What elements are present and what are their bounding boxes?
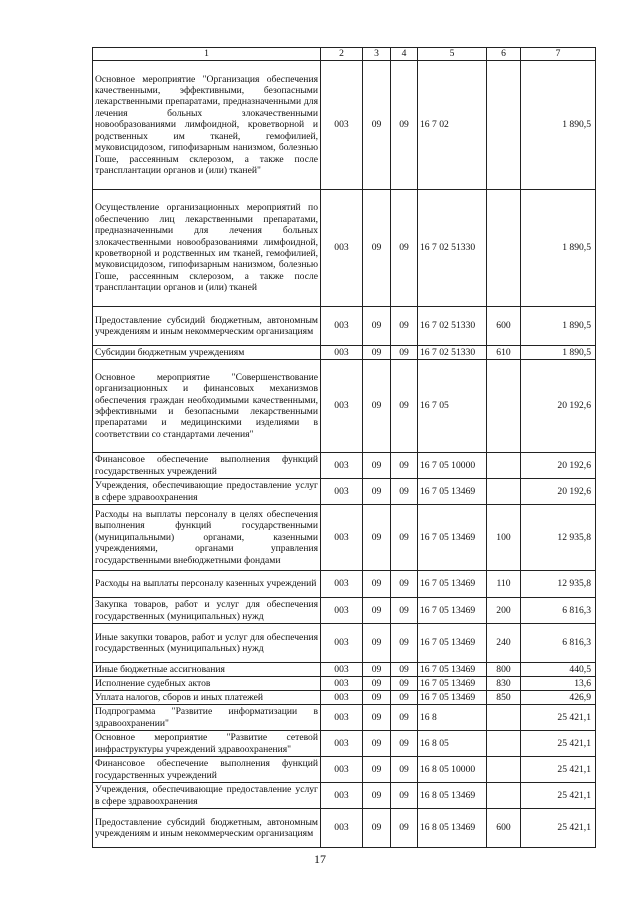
ministry-code: 003 [321,809,363,848]
expense-type: 850 [487,691,521,705]
ministry-code: 003 [321,757,363,783]
amount: 6 816,3 [521,598,596,624]
section-code: 09 [363,663,391,677]
ministry-code: 003 [321,624,363,663]
ministry-code: 003 [321,705,363,731]
header-cell: 2 [321,48,363,61]
header-cell: 4 [391,48,418,61]
ministry-code: 003 [321,346,363,360]
target-code: 16 7 05 13469 [418,663,487,677]
table-row [93,783,596,809]
ministry-code: 003 [321,691,363,705]
target-code: 16 7 05 10000 [418,453,487,479]
amount: 25 421,1 [521,705,596,731]
target-code: 16 7 02 [418,61,487,190]
header-cell: 5 [418,48,487,61]
expense-type: 600 [487,307,521,346]
amount: 1 890,5 [521,307,596,346]
subsection-code: 09 [391,505,418,571]
item-name: Учреждения, обеспечивающие предоставление услуг в сфере здравоохранения [93,479,321,505]
section-code: 09 [363,691,391,705]
expense-type [487,757,521,783]
table-row [93,663,596,677]
section-code: 09 [363,307,391,346]
amount: 426,9 [521,691,596,705]
subsection-code: 09 [391,731,418,757]
table-row [93,346,596,360]
table-row [93,809,596,848]
expense-type [487,190,521,307]
target-code: 16 7 05 13469 [418,677,487,691]
item-name: Предоставление субсидий бюджетным, автономным учреждениям и иным некоммерческим организациям [93,307,321,346]
amount: 25 421,1 [521,757,596,783]
subsection-code: 09 [391,624,418,663]
expense-type [487,453,521,479]
item-name: Иные закупки товаров, работ и услуг для обеспечения государственных (муниципальных) нужд [93,624,321,663]
page-number: 17 [314,852,326,866]
ministry-code: 003 [321,598,363,624]
section-code: 09 [363,705,391,731]
subsection-code: 09 [391,61,418,190]
section-code: 09 [363,479,391,505]
ministry-code: 003 [321,360,363,453]
section-code: 09 [363,505,391,571]
subsection-code: 09 [391,663,418,677]
section-code: 09 [363,360,391,453]
subsection-code: 09 [391,479,418,505]
table-row [93,757,596,783]
section-code: 09 [363,571,391,598]
expense-type: 600 [487,809,521,848]
subsection-code: 09 [391,571,418,598]
item-name: Учреждения, обеспечивающие предоставление услуг в сфере здравоохранения [93,783,321,809]
table-row [93,307,596,346]
section-code: 09 [363,783,391,809]
header-cell: 3 [363,48,391,61]
target-code: 16 7 02 51330 [418,307,487,346]
target-code: 16 7 05 13469 [418,571,487,598]
section-code: 09 [363,453,391,479]
subsection-code: 09 [391,677,418,691]
amount: 12 935,8 [521,505,596,571]
item-name: Исполнение судебных актов [93,677,321,691]
table-row [93,731,596,757]
item-name: Подпрограмма "Развитие информатизации в здравоохранении" [93,705,321,731]
item-name: Предоставление субсидий бюджетным, автономным учреждениям и иным некоммерческим организациям [93,809,321,848]
ministry-code: 003 [321,505,363,571]
target-code: 16 7 05 [418,360,487,453]
table-row [93,453,596,479]
expense-type [487,731,521,757]
expense-type [487,705,521,731]
expense-type: 610 [487,346,521,360]
amount: 20 192,6 [521,360,596,453]
item-name: Финансовое обеспечение выполнения функций государственных учреждений [93,757,321,783]
item-name: Расходы на выплаты персоналу казенных учреждений [93,571,321,598]
item-name: Осуществление организационных мероприятий по обеспечению лиц лекарственными препаратами, предназначенными для лечения больных злокачественными новообразованиями лимфоидной, кроветворной и родственных им тканей, гемофилией, муковисцидозом, гипофизарным нанизмом, болезнью Гоше, рассеянным склерозом, а также после трансплантации органов и (или) тканей [93,190,321,307]
target-code: 16 7 05 13469 [418,479,487,505]
target-code: 16 7 05 13469 [418,691,487,705]
target-code: 16 8 05 [418,731,487,757]
table-row [93,691,596,705]
target-code: 16 8 05 10000 [418,757,487,783]
amount: 25 421,1 [521,809,596,848]
budget-table [92,47,596,848]
section-code: 09 [363,677,391,691]
table-row [93,624,596,663]
amount: 1 890,5 [521,346,596,360]
section-code: 09 [363,809,391,848]
target-code: 16 8 [418,705,487,731]
item-name: Закупка товаров, работ и услуг для обеспечения государственных (муниципальных) нужд [93,598,321,624]
subsection-code: 09 [391,190,418,307]
target-code: 16 7 05 13469 [418,505,487,571]
section-code: 09 [363,598,391,624]
amount: 20 192,6 [521,453,596,479]
amount: 440,5 [521,663,596,677]
amount: 25 421,1 [521,731,596,757]
subsection-code: 09 [391,360,418,453]
ministry-code: 003 [321,731,363,757]
table-row [93,505,596,571]
subsection-code: 09 [391,757,418,783]
target-code: 16 7 02 51330 [418,190,487,307]
item-name: Финансовое обеспечение выполнения функций государственных учреждений [93,453,321,479]
item-name: Основное мероприятие "Организация обеспечения качественными, эффективными, безопасными лекарственными препаратами, предназначенными для лечения больных злокачественными новообразованиями лимфоидной, кроветворной и родственных им тканей, гемофилией, муковисцидозом, гипофизарным нанизмом, болезнью Гоше, рассеянным склерозом, а также после трансплантации органов и (или) тканей" [93,61,321,190]
expense-type: 800 [487,663,521,677]
target-code: 16 8 05 13469 [418,809,487,848]
ministry-code: 003 [321,307,363,346]
ministry-code: 003 [321,571,363,598]
target-code: 16 8 05 13469 [418,783,487,809]
expense-type: 110 [487,571,521,598]
table-row [93,571,596,598]
expense-type [487,783,521,809]
amount: 13,6 [521,677,596,691]
item-name: Субсидии бюджетным учреждениям [93,346,321,360]
amount: 1 890,5 [521,190,596,307]
subsection-code: 09 [391,598,418,624]
ministry-code: 003 [321,453,363,479]
target-code: 16 7 05 13469 [418,624,487,663]
expense-type [487,479,521,505]
amount: 1 890,5 [521,61,596,190]
subsection-code: 09 [391,307,418,346]
section-code: 09 [363,624,391,663]
header-cell: 6 [487,48,521,61]
target-code: 16 7 02 51330 [418,346,487,360]
section-code: 09 [363,346,391,360]
section-code: 09 [363,757,391,783]
item-name: Уплата налогов, сборов и иных платежей [93,691,321,705]
table-row [93,61,596,190]
expense-type: 240 [487,624,521,663]
subsection-code: 09 [391,705,418,731]
item-name: Основное мероприятие "Совершенствование организационных и финансовых механизмов обеспечения граждан необходимыми качественными, эффективными и безопасными лекарственными препаратами и медицинскими изделиями в соответствии со стандартами лечения" [93,360,321,453]
table-row [93,479,596,505]
ministry-code: 003 [321,61,363,190]
section-code: 09 [363,190,391,307]
ministry-code: 003 [321,479,363,505]
item-name: Расходы на выплаты персоналу в целях обеспечения выполнения функций государственными (муниципальными) органами, казенными учреждениями, органами управления государственными внебюджетными фондами [93,505,321,571]
table-row [93,598,596,624]
amount: 12 935,8 [521,571,596,598]
expense-type [487,360,521,453]
header-cell: 7 [521,48,596,61]
amount: 25 421,1 [521,783,596,809]
subsection-code: 09 [391,809,418,848]
item-name: Иные бюджетные ассигнования [93,663,321,677]
expense-type: 200 [487,598,521,624]
subsection-code: 09 [391,346,418,360]
ministry-code: 003 [321,663,363,677]
section-code: 09 [363,61,391,190]
ministry-code: 003 [321,190,363,307]
header-row [93,48,596,61]
item-name: Основное мероприятие "Развитие сетевой инфраструктуры учреждений здравоохранения" [93,731,321,757]
target-code: 16 7 05 13469 [418,598,487,624]
ministry-code: 003 [321,677,363,691]
ministry-code: 003 [321,783,363,809]
section-code: 09 [363,731,391,757]
table-row [93,677,596,691]
header-cell: 1 [93,48,321,61]
expense-type: 100 [487,505,521,571]
subsection-code: 09 [391,453,418,479]
subsection-code: 09 [391,691,418,705]
subsection-code: 09 [391,783,418,809]
table-row [93,190,596,307]
table-row [93,705,596,731]
amount: 20 192,6 [521,479,596,505]
table-row [93,360,596,453]
amount: 6 816,3 [521,624,596,663]
expense-type [487,61,521,190]
expense-type: 830 [487,677,521,691]
